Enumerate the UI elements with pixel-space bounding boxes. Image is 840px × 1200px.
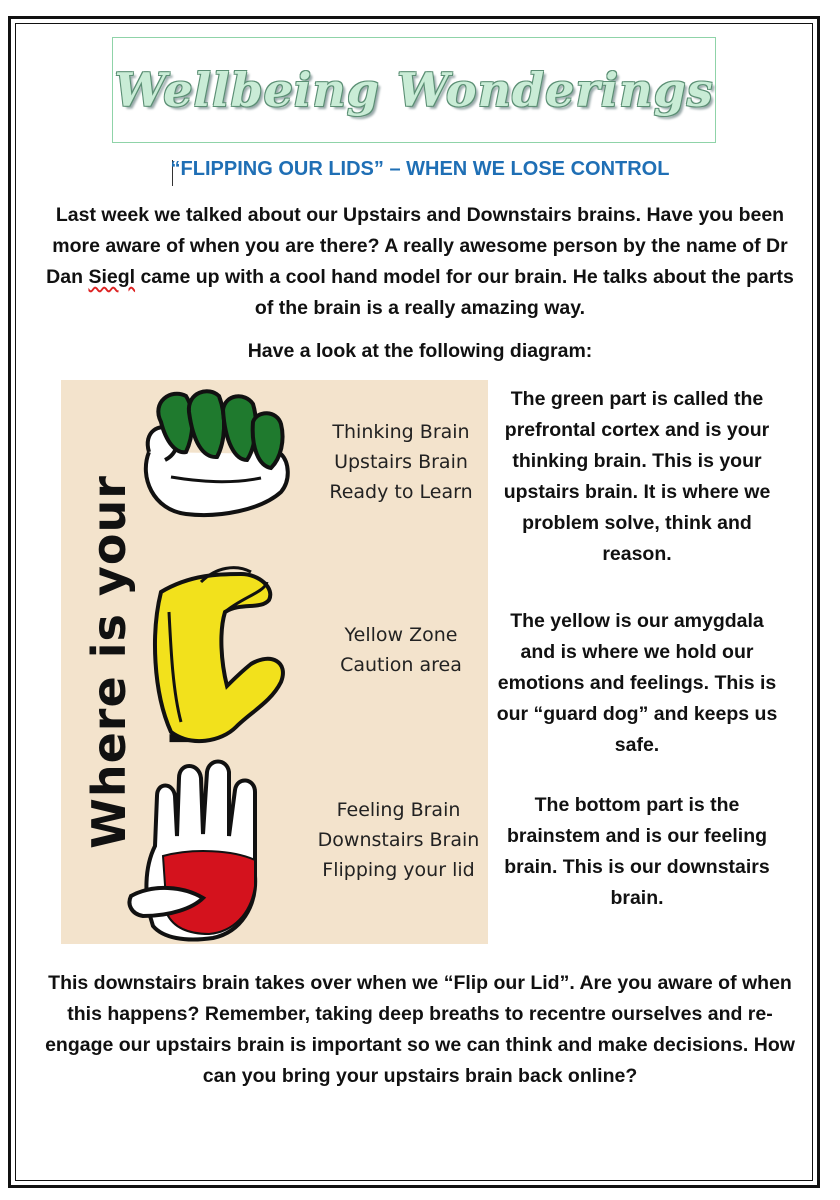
zone-line: Downstairs Brain [317, 829, 480, 851]
diagram-side-title: Where is your [82, 475, 136, 849]
zone-label-caution [316, 620, 486, 680]
zone-line: Ready to Learn [329, 481, 473, 503]
zone-line: Upstairs Brain [334, 451, 468, 473]
green-part-explanation: The green part is called the prefrontal cortex and is your thinking brain. This is your upstairs brain. It is where we problem solve, think and reason. [503, 388, 771, 565]
red-palm-hand-icon [123, 756, 298, 944]
zone-line: Thinking Brain [332, 421, 470, 443]
zone-line: Feeling Brain [336, 799, 461, 821]
closing-paragraph: This downstairs brain takes over when we “Flip our Lid”. Are you aware of when this happens? Remember, taking deep breaths to recentre ourselves and re-engage our upstairs brain is important so we can think and make decisions. How can you bring your upstairs brain back online? [45, 972, 795, 1087]
diagram-prompt: Have a look at the following diagram: [247, 340, 593, 362]
yellow-hand-icon [141, 552, 301, 752]
intro-text-part2: came up with a cool hand model for our brain. He talks about the parts of the brain is a really amazing way. [135, 266, 794, 319]
title-banner [112, 37, 716, 143]
hand-brain-diagram [61, 380, 488, 944]
bottom-part-explanation: The bottom part is the brainstem and is our feeling brain. This is our downstairs brain. [504, 794, 770, 909]
spellcheck-word: Siegl [88, 266, 136, 288]
zone-label-thinking [316, 417, 486, 507]
zone-line: Caution area [340, 654, 462, 676]
yellow-part-explanation: The yellow is our amygdala and is where we hold our emotions and feelings. This is our “guard dog” and keeps us safe. [496, 610, 778, 756]
zone-line: Flipping your lid [322, 859, 475, 881]
intro-paragraph [44, 200, 796, 324]
intro-text-part1: Last week we talked about our Upstairs and Downstairs brains. Have you been more aware of when you are there? A really awesome person by the name of Dr Dan [46, 204, 788, 288]
article-heading: “FLIPPING OUR LIDS” – WHEN WE LOSE CONTROL [170, 158, 670, 180]
zone-line: Yellow Zone [344, 624, 458, 646]
zone-label-feeling [306, 795, 488, 885]
newsletter-title: Wellbeing Wonderings [114, 63, 714, 117]
green-fist-icon [131, 382, 301, 532]
